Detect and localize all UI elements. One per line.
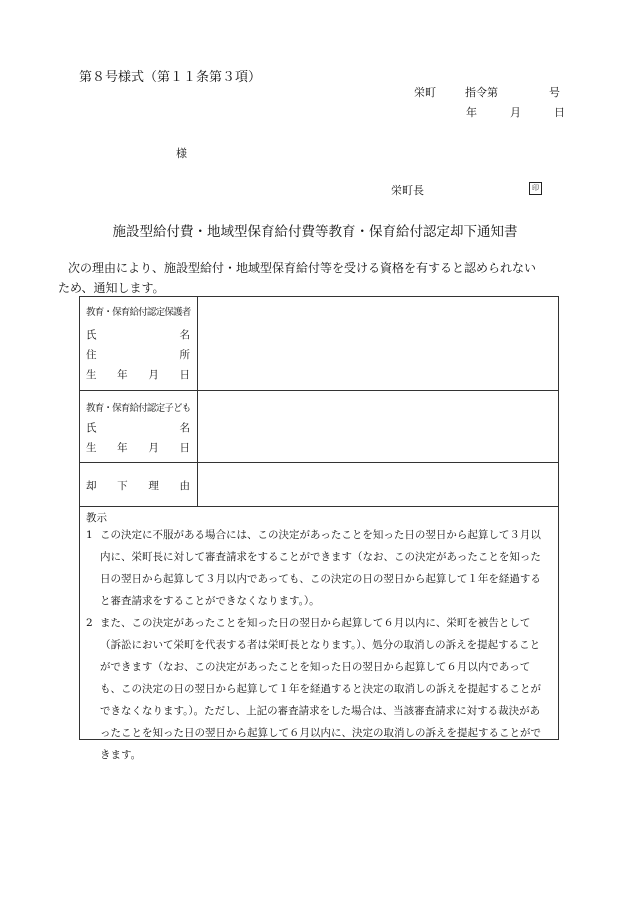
label-char: 理 [148,480,159,492]
date-year: 年 [466,106,477,119]
issuer-suffix: 号 [549,86,560,99]
label-char: 名 [179,329,190,341]
guardian-birth-label [86,367,190,382]
instruction-item-1 [86,524,548,612]
label-char: 名 [179,422,190,434]
label-char: 氏 [86,422,97,434]
guardian-value-cell[interactable] [198,297,558,390]
guardian-address-label [86,347,190,362]
intro-line-2: ため、通知します。 [58,281,165,295]
mayor-title: 栄町長 [391,184,424,197]
reason-label [86,478,190,493]
guardian-label-cell [80,297,198,390]
guardian-name-label [86,327,190,342]
label-char: 却 [86,480,97,492]
guardian-header: 教育・保育給付認定保護者 [86,307,191,318]
intro-line-1: 次の理由により、施設型給付・地域型保育給付等を受ける資格を有すると認められない [68,261,537,275]
document-title: 施設型給付費・地域型保育給付費等教育・保育給付認定却下通知書 [112,224,518,240]
instruction-text: この決定に不服がある場合には、この決定があったことを知った日の翌日から起算して３月以内に、栄町長に対して審査請求をすることができます（なお、この決定があったことを知った日の翌日から起算して３月以内であっても、この決定の日の翌日から起算して１年を経過すると審査請求をすることができなくなります。）。 [100,529,541,607]
instruction-text: また、この決定があったことを知った日の翌日から起算して６月以内に、栄町を被告として（訴訟において栄町を代表する者は栄町長となります。）、処分の取消しの訴えを提起することができます（なお、この決定があったことを知った日の翌日から起算して６月以内であっても、この決定の日の翌日から起算して１年を経過すると決定の取消しの訴えを提起することができなくなります。）。ただし、上記の審査請求をした場合は、当該審査請求に対する裁決があったことを知った日の翌日から起算して６月以内に、決定の取消しの訴えを提起することができます。 [100,617,541,761]
intro-text [58,258,578,298]
child-row [80,391,558,463]
seal-mark: 印 [529,182,542,195]
label-char: 月 [148,369,159,381]
issuer-prefix: 指令第 [465,86,498,99]
form-number: 第８号様式（第１１条第３項） [79,70,262,85]
child-birth-label [86,440,190,455]
issuer-office: 栄町 [414,86,436,99]
label-char: 年 [117,369,128,381]
instruction-number: 1 [86,529,93,541]
reason-row [80,463,558,507]
date-line [466,104,565,120]
label-char: 年 [117,442,128,454]
child-value-cell[interactable] [198,391,558,462]
label-char: 住 [86,349,97,361]
recipient-suffix: 様 [176,147,187,160]
child-header: 教育・保育給付認定子ども [86,403,191,414]
instruction-number: 2 [86,617,93,629]
child-label-cell [80,391,198,462]
label-char: 月 [148,442,159,454]
label-char: 日 [179,369,190,381]
instruction-item-2 [86,612,548,766]
label-char: 生 [86,369,97,381]
label-char: 由 [179,480,190,492]
label-char: 日 [179,442,190,454]
label-char: 所 [179,349,190,361]
label-char: 氏 [86,329,97,341]
date-month: 月 [510,106,521,119]
child-name-label [86,420,190,435]
reason-value-cell[interactable] [198,463,558,506]
notice-table [79,296,559,761]
date-day: 日 [554,106,565,119]
reason-label-cell [80,463,198,506]
instructions-section [80,507,558,761]
instructions-heading: 教示 [86,512,107,524]
guardian-row [80,297,558,391]
issuer-number-line [414,84,560,100]
label-char: 下 [117,480,128,492]
label-char: 生 [86,442,97,454]
